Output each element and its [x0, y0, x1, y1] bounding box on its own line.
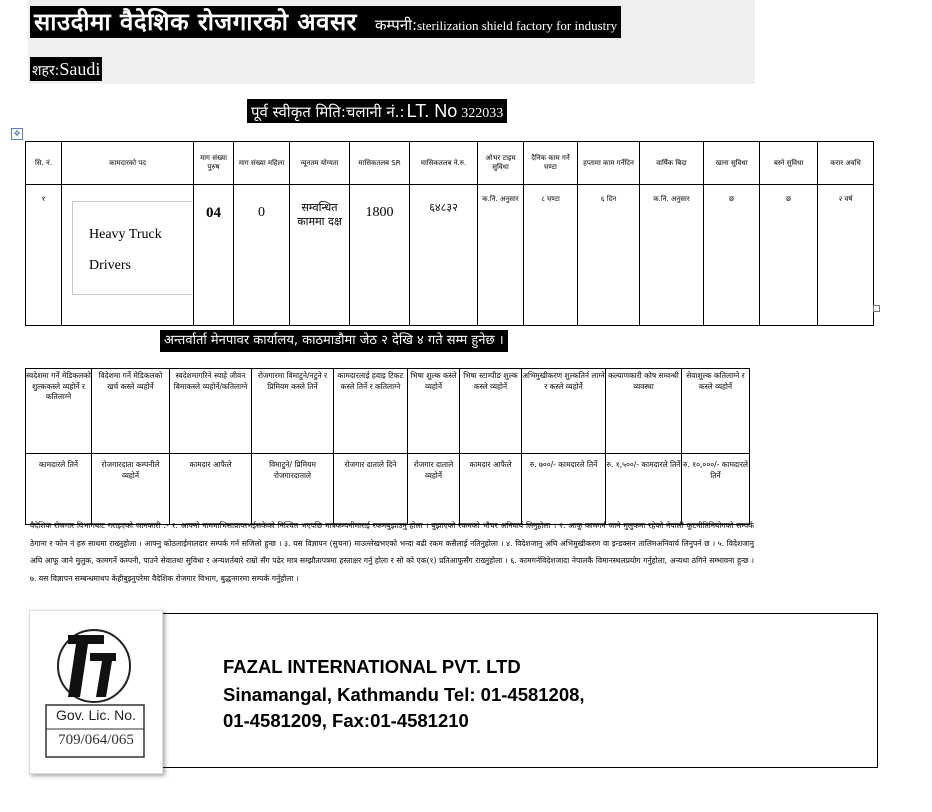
fee-header-5: कामदारलाई हवाइ टिकट कस्ले तिर्ने र कतिलाग्ने	[334, 369, 408, 454]
header-accommodation: बस्ने सुविधा	[760, 142, 818, 185]
agency-address-line-2: 01-4581209, Fax:01-4581210	[223, 710, 469, 731]
header-contract: करार अवधि	[818, 142, 874, 185]
jobs-data-row	[26, 185, 874, 326]
city-name: Saudi	[59, 59, 101, 79]
cell-position	[62, 185, 194, 326]
jobs-table	[25, 141, 874, 326]
page-title: साउदीमा वैदेशिक रोजगारको अवसर	[34, 8, 357, 36]
header-daily-hours: दैनिक काम गर्ने घण्टा	[524, 142, 578, 185]
cell-daily-hours: ८ घण्टा	[524, 185, 578, 326]
fee-value-10: रु. १०,०००/- कामदारले तिर्ने	[682, 454, 750, 525]
fee-value-8: रु. ७००/- कामदारले तिर्ने	[522, 454, 606, 525]
interview-notice: अन्तर्वार्ता मेनपावर कार्यालय, काठमाडौमा जेठ २ देखि ४ गते सम्म हुनेछ ।	[160, 330, 508, 352]
fee-header-4: रोजगारमा विमाटुने/नटुने र प्रिमियम कस्ले तिर्ने	[252, 369, 334, 454]
cell-weekly-days: ६ दिन	[578, 185, 640, 326]
position-text-box[interactable]	[72, 201, 192, 295]
header-sn: सि. नं.	[26, 142, 62, 185]
company-label: कम्पनी:	[375, 16, 418, 34]
agency-address-line-1: Sinamangal, Kathmandu Tel: 01-4581208,	[223, 684, 585, 705]
fee-value-2: रोजगारदाता कम्पनीले व्यहोर्ने	[92, 454, 170, 525]
cell-overtime: क.नि. अनुसार	[478, 185, 524, 326]
header-qualification: न्यूनतम योग्यता	[290, 142, 350, 185]
fee-value-3: कामदार आफैले	[170, 454, 252, 525]
header-salary-npr: मासिकतलब ने.रु.	[410, 142, 478, 185]
agency-name: FAZAL INTERNATIONAL PVT. LTD	[223, 656, 521, 677]
header-female: माग संख्या महिला	[234, 142, 290, 185]
cell-female: 0	[234, 185, 290, 326]
position-line-2: Drivers	[89, 258, 131, 273]
fee-header-3: स्वदेशमागरिने स्याहे जीवन बिमाकस्ले व्यहोर्ने/कतिलाग्ने	[170, 369, 252, 454]
fee-header-1: स्वदेशमा गर्ने मेडिकलको शुल्ककस्ले व्यहोर्ने र कतिलाग्ने	[26, 369, 92, 454]
company-name: sterilization shield factory for industry	[417, 18, 618, 33]
header-position: कामदारको पद	[62, 142, 194, 185]
fee-value-4: विमाटुने/ प्रिमियम रोजगारदाताले	[252, 454, 334, 525]
approval-bar	[247, 99, 507, 123]
fee-value-5: रोजगार दाताले दिने	[334, 454, 408, 525]
approval-prefix: LT. No	[406, 101, 458, 121]
agency-logo	[29, 610, 163, 774]
position-line-1: Heavy Truck	[89, 227, 162, 242]
header-male: माग संख्या पुरुष	[194, 142, 234, 185]
fee-header-2: विदेशमा गर्ने मेडिकलको खर्च कस्ले व्यहोर्ने	[92, 369, 170, 454]
fee-value-1: कामदारले तिर्ने	[26, 454, 92, 525]
city-label: शहर:	[32, 63, 60, 79]
cell-annual-leave: क.नि. अनुसार	[640, 185, 704, 326]
cell-accommodation: छ	[760, 185, 818, 326]
city-bar	[30, 57, 102, 81]
fee-value-7: कामदार आफैले	[460, 454, 522, 525]
notice-paragraph: वैदेशिक रोजगार विभागबाट गराइएको जानकारी :- १. आफ्नो नाममाभिसाप्राप्तभईसकेको निश्चित भएपछि मात्रकम्पनीमाराई रकमबुझाउनु होला । बुझाएको रकमको भौचर अनिवार्य लिनुहोला । २. आफू कामगर्न जाने मुलुकमा रहेको नेपाली कूटनीतिनियोगको सम्पर्क ठेगाना र फोन नं हरु साथमा राख्नुहोला । आफ्नु कोठलाईमालदार सम्पर्क गर्न सजिलो हुन्छ । ३. यस विज्ञापन (सुचना) माउल्लेखभएको भन्दा बढी रकम कसैलाई नतिनुहोला । ४. विदेशजानु अघि अभिमुखीकरण वा इन्डक्सन तालिमअनिवार्य लिनुपर्न छ । ५. विदेशजानु अघि आफू जाने मुलुक, कामगर्ने कम्पनी, पाउने सेवातथा सुविधा र अन्यशर्तबारे राम्रो सँग पढेर मात्र सम्झौतापत्रमा हस्ताक्षर गर्नु होला र सो को एक(१) प्रतिआफुसँग राख्नुहोला । ६. कामगर्नविदेशजादा नेपालकै विमानस्थलप्रयोग गर्नुहोला, अन्यथा ठगिने सम्भावना हुन्छ । ७. यस विज्ञापन सम्बन्धमाथप केहीबुझ्नुपरेमा वैदेशिक रोजगार विभाग, बुद्धनगरमा सम्पर्क गर्नुहोला ।	[30, 521, 754, 583]
cell-salary-npr: ६४८३२	[410, 185, 478, 326]
cell-sn: १	[26, 185, 62, 326]
license-number: 709/064/065	[58, 732, 134, 748]
header-overtime: ओभर टाइम सुविधा	[478, 142, 524, 185]
table-resize-handle[interactable]	[873, 305, 880, 312]
cell-qualification: सम्वन्धित काममा दक्ष	[290, 185, 350, 326]
fee-header-7: भिषा स्टाम्पीङ शुल्क कस्ले व्यहोर्ने	[460, 369, 522, 454]
header-weekly-days: हप्तामा काम गर्नेदिन	[578, 142, 640, 185]
fees-table	[25, 368, 750, 525]
fee-header-10: सेवाशुल्क कतिलाग्ने र कस्ले व्यहोर्ने	[682, 369, 750, 454]
fee-value-6: रोजगार दाताले व्यहोर्ने	[408, 454, 460, 525]
approval-label: पूर्व स्वीकृत मिति:चलानी नं.:	[251, 103, 405, 121]
cell-food: छ	[704, 185, 760, 326]
table-move-handle-icon[interactable]: ✥	[11, 128, 23, 140]
approval-number: 322033	[461, 106, 504, 121]
fee-value-9: रु. १,५००/- कामदारले तिर्ने	[606, 454, 682, 525]
fee-header-8: अभिमुखीकरण शुल्कतिर्न लाग्ने र कस्ले व्यहोर्ने	[522, 369, 606, 454]
cell-contract: २ वर्ष	[818, 185, 874, 326]
cell-male: 04	[194, 185, 234, 326]
fee-header-9: कल्याणकारी कोष सम्वन्धी व्यवस्था	[606, 369, 682, 454]
cell-salary-sr: 1800	[350, 185, 410, 326]
header-salary-sr: मासिकतलब SR	[350, 142, 410, 185]
title-bar	[30, 6, 621, 38]
header-food: खाना सुविधा	[704, 142, 760, 185]
header-annual-leave: वार्षिक बिदा	[640, 142, 704, 185]
fees-value-row	[26, 454, 750, 525]
license-label: Gov. Lic. No.	[56, 707, 136, 723]
jobs-header-row	[26, 142, 874, 185]
fees-header-row	[26, 369, 750, 454]
fee-header-6: भिषा शुल्क कस्ले व्यहोर्ने	[408, 369, 460, 454]
